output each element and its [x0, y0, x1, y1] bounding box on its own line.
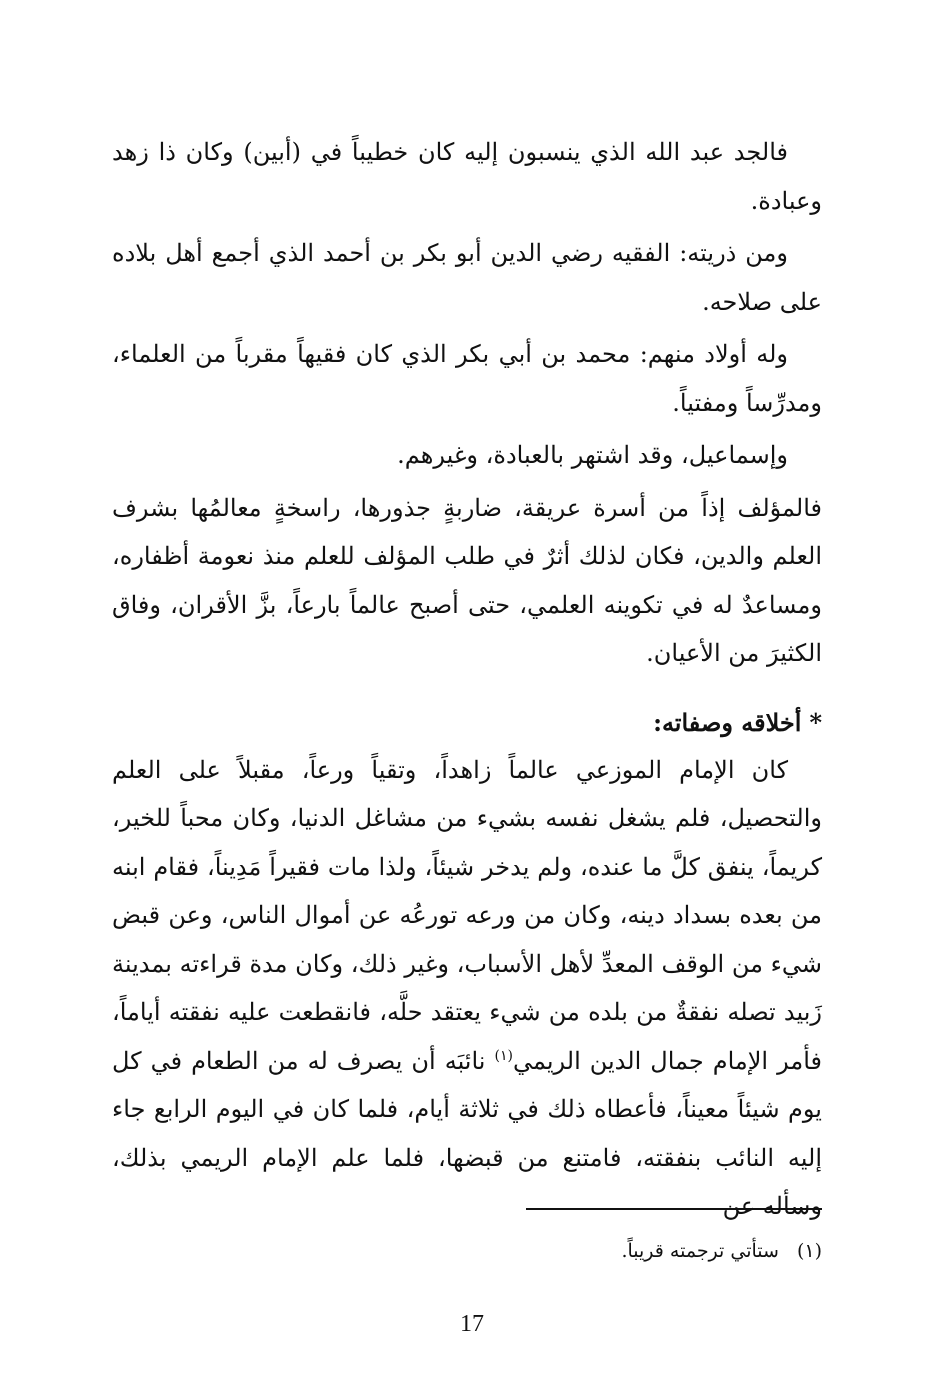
footnote-reference[interactable]: (١) [494, 1047, 513, 1064]
footnote-separator [526, 1208, 822, 1210]
section-heading [112, 700, 822, 746]
footnote [122, 1234, 822, 1268]
star-icon: * [809, 707, 822, 737]
section-body [112, 746, 822, 1231]
main-text [112, 128, 822, 1231]
paragraph-children: وله أولاد منهم: محمد بن أبي بكر الذي كان فقيهاً مقرباً من العلماء، ومدرِّساً ومفتياً. [112, 340, 822, 417]
footnote-text: ستأتي ترجمته قريباً. [621, 1240, 779, 1262]
paragraph-character-text-2: نائبَه أن يصرف له من الطعام في كل يوم شيئاً معيناً، فأعطاه ذلك في ثلاثة أيام، فلما كان في اليوم الرابع جاء إليه النائب بنفقته، فامتنع من قبضها، فلما علم الإمام الريمي بذلك، وسأله عن [112, 1046, 822, 1220]
paragraph-grandfather: فالجد عبد الله الذي ينسبون إليه كان خطيباً في (أبين) وكان ذا زهد وعبادة. [112, 138, 822, 215]
paragraph-character-text-1: كان الإمام الموزعي عالماً زاهداً، وتقياً ورعاً، مقبلاً على العلم والتحصيل، فلم يشغل نفسه بشيء من مشاغل الدنيا، وكان محباً للخير، كريماً، ينفق كلَّ ما عنده، ولم يدخر شيئاً، ولذا مات فقيراً مَدِيناً، فقام ابنه من بعده بسداد دينه، وكان من ورعه تورعُه عن أموال الناس، وعن قبض شيء من الوقف المعدِّ لأهل الأسباب، وغير ذلك، وكان مدة قراءته بمدينة زَبيد تصله نفقةٌ من بلده من شيء يعتقد حلَّه، فانقطعت عليه نفقته أياماً، فأمر الإمام جمال الدين الريمي [112, 755, 823, 1075]
paragraph-descendants: ومن ذريته: الفقيه رضي الدين أبو بكر بن أحمد الذي أجمع أهل بلاده على صلاحه. [112, 239, 822, 316]
footnote-number: (١) [796, 1240, 822, 1262]
page-number: 17 [460, 1311, 484, 1337]
paragraph-character [112, 746, 822, 1231]
paragraph-ismail: وإسماعيل، وقد اشتهر بالعبادة، وغيرهم. [397, 441, 788, 469]
section-heading-text: أخلاقه وصفاته: [653, 707, 802, 737]
paragraph-author-family: فالمؤلف إذاً من أسرة عريقة، ضاربةٍ جذورها، راسخةٍ معالمُها بشرف العلم والدين، فكان لذلك أثرٌ في طلب المؤلف للعلم منذ نعومة أظفاره، ومساعدٌ له في تكوينه العلمي، حتى أصبح عالماً بارعاً، بزَّ الأقران، وفاق الكثيرَ من الأعيان. [112, 493, 823, 667]
